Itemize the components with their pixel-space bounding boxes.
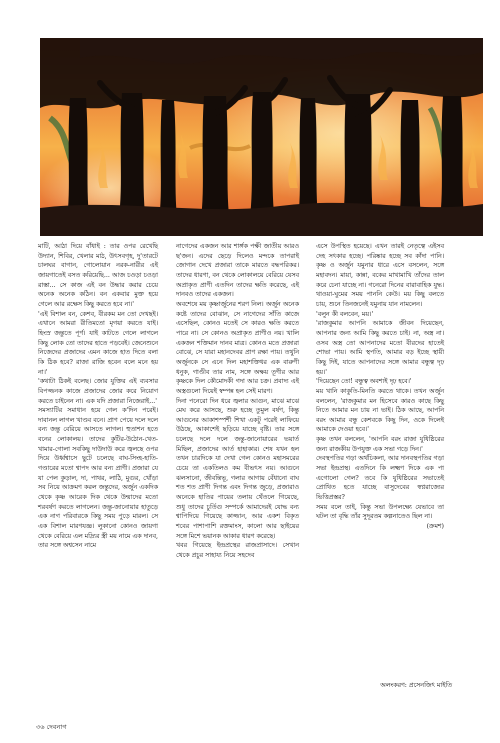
- paragraph: 'বলুন কী বলবেন, ময়।': [316, 310, 374, 318]
- paragraph: অবশেষে ময় কৃষ্ণার্জুনের শরণ নিল। অর্জুন অনেক কষ্টে তাদের বোঝান, সে নাগেদের সাঁতি কাজে এসেছিল, কোনও মতেই সে কারও ক্ষতি করতে পারে না। সে কোনও অপ্রাকৃত প্রাণীও নয়। খালি একজন শক্তিমান দানব মাত্র। কোনও মতে প্রজারা বোঝে, সে যারা মহানদেবর প্রাণ রক্ষা পায়। তথুনি অর্জুনকে সে এনে দিল মহাশক্তিধর এক বারুণী ধনুক, গাণ্ডীব তার নাম, সঙ্গে অক্ষয় তূণীর আর কৃষ্ণকে দিল কৌমোদকী গদা আর চক্র। প্রবাদ্য এই অস্ত্রগুলো দিয়েই স্বম্পন্ন হল সেই মারণ।: [176, 300, 299, 395]
- paragraph: 'দিয়েছেন তো! বন্ধুত্ব অবশ্যই দৃঢ় হবে।': [316, 378, 412, 386]
- paragraph: দেবস্থপতির গড়া অর্থচিকলা, আর দানবস্থপতির গড়া সভা ইন্দ্রপ্রস্থ। এতদিনে কি লক্ষ্মণ দিকে এক পা এগোলো গেল? তবে কি যুধিষ্ঠিরের সভাতেই প্রোথিত হতে যাচ্ছে বাসুদেবের স্বপ্নরাজ্যের ভিত্তিপ্রস্তর?: [316, 455, 444, 502]
- paragraph: নাগেদের একজন আর শার্ঙ্গক পক্ষী জাতীয় আরও ছ'জন। এদের ছেড়ে দিলেও মন্দকে তাপরাই জোগান দেখে প্রজারা তাকে মারতে বদ্ধপরিকর। তাদের ধারণা, বন থেকে লোকালয়ে বেরিয়ে যেসব অপ্রাকৃত প্রাণী এতদিন তাদের ক্ষতি করেছে, এই দানবও তাদের একজন।: [176, 243, 299, 299]
- paragraph: দিনা পনেরো দিন ধরে জ্বলার আগুন, মাঝে মাঝে মেঘ করে আসছে, শুরু হচ্ছে তুমুল বর্ষণ, কিন্তু আগুনের আকাশস্পর্শী শিখা একটু পরেই লাফিয়ে উঠছে, আকাশেই ছড়িয়ে যাচ্ছে বৃষ্টি। তার সঙ্গে চলেছে দলে দলে জন্তু-জানোয়ারের ভয়ার্ত মিছিল, প্রজাদের আর্ত হাহাকার। শেষ যখন হল তখন চারদিকে যা দেখা গেল কোনও মহাসমরের চেয়ে তা একতিলও কম বীভৎস নয়। আগুনে ঝলসানো, জীবন্তিভূ, গলার আগায় বেঁধানো বাঘ শত শত প্রাণী দিগন্ত এবং দিগন্ত জুড়ে, প্রজারাও অনেকে হাতির পায়ের তলায় থেঁতলে গিয়েছে, শুধু তাদের চুর্তিগু সম্পর্কে আমাদেরই যোদ্ধ বন্য শ্বাপিদিয়ে গিয়েছে কাজ্জান, আর একশ বিকৃত শবের পাশাপাশি রক্তমাংস, কালো আর ছাইয়ের সঙ্গে মিশে ভয়ানক আকার ধারণ করেছে।: [176, 397, 299, 540]
- paragraph: এসে উপস্থিত হয়েছে। এখন তারই নেতৃত্বে এইসব দেহ সৎকার হচ্ছে। পরিষ্কার হচ্ছে সব কাঁদা পানি। কৃষ্ণ ও অর্জুন যমুনার ধারে এসে বসলেন, সঙ্গে মহাবদন। মায়া, কান্না, বকের মাখামাখি তাঁদের তাল করে চেনা যাচ্ছে না। গনেরো দিনের বারাবাহিক যুদ্ধ। থাওয়া-ঘুমের সময় পাননি কেউ। ময় কিছু বলতে চায়, শুনে তিনজনেই যমুনায় যান নামলেন।: [316, 243, 444, 308]
- page-footer: ৩৬ দেবনাগ: [36, 723, 67, 731]
- paragraph: খবর গিয়েছে ইন্দ্রপ্রস্থের রাজপ্রাসাদে। সেখান থেকে প্রচুর সাহায্য নিয়ে সহদেব: [176, 542, 299, 559]
- story-illustration: [40, 38, 483, 236]
- illustrator-credit: অলংকরণ: প্রসেনজিৎ মাইতি: [380, 682, 452, 689]
- paragraph: ময় খানি কাকুতি-মিনতি করতে থাকে। তখন অর্জুন বললেন, 'রাজকুমার মন হিসেবে কারও কাছে কিছু নিতে আমার মন চায় না ভাই। ঠিক আছে, আপনি বরং আমার বন্ধু কেশবকে কিছু দিন, ওকে দিলেই আমাকে দেওয়া হবে।': [316, 387, 444, 434]
- paragraph: 'রাজকুমার আপনি আমাকে জীবন দিয়েছেন, আপনার জন্য আমি কিছু করতে চাই। না, অস্ত্র না। ওসব অস্ত্র তো আপনাদের মতো বীরদের হাতেই শোভা পায়। আমি স্থপতি, আমার বড় ইচ্ছে স্থায়ী কিছু দিই, যাতে আপনাদের সঙ্গে আমার বন্ধুত্ব দৃঢ় হয়।': [316, 320, 444, 376]
- paragraph: 'কথাটা ঠিকই বলেছ। জোর যুক্তির এই ব্যবসার বিপজ্জনক কাজে প্রজাদের জোর করে নিয়োগ করতে চাইনেন না। এক যদি প্রজারা নিজেরাই...': [38, 378, 158, 405]
- to-be-continued-mark: (ক্রমশ): [426, 523, 444, 531]
- paragraph: 'এই বিশাল বন, কেশব, বীরকম মন তো দেখছই। এখানে আমরা রীতিমতো মৃগয়া করতে যাই। হিংস্র জন্তুতে পূর্ণ। যাই কাটতে গেলে লাগলে কিছু লোক তো তাদের হাতে পড়বেই। জেনেশুনে নিজেদের প্রজাদের এমন কাজে হাত দিতে বলা কি ঠিক হবে? রাজা রাজি হবেন বলে মনে হয় না।': [38, 310, 158, 376]
- paragraph: কৃষ্ণ তখন বললেন, 'আপনি বরং রাজা যুধিষ্ঠিরের জন্য রাজকীয় উপযুক্ত এক সভা গড়ে দিন।': [316, 436, 444, 453]
- text-column-left: [38, 242, 158, 551]
- text-column-right: [316, 242, 444, 532]
- text-column-middle: [176, 242, 299, 561]
- paragraph: মাটি, আঠা দিয়ে বাঁধাই : তার ওপর রেখেছি উদ্যান, শিবির, খেলার মাঠ, উৎসবগৃহ, দু'তারটে চালঘর বাগান, গোলোয়ান নরক-নারীর এই জায়গাতেই বসত করিয়েছি... আজ চওড়া চওড়া রাস্তা... সে কাজ এই বন উদ্ধার করার চেয়ে অনেক অনেক কঠিন। বন একবার মুক্ত হয়ে গেলে আর রক্ষেস কিছু করতে হবে না।': [38, 243, 158, 308]
- forest-fire-painting: [40, 38, 483, 236]
- paragraph: সমস্যাটির সমাধান হয়ে গেল ক'দিন পরেই। দাবানল লাগল খাণ্ডব বনে। প্রাণ পেয়ে দলে দলে বন্য জন্তু বেরিয়ে আসতে লাগল। হুতাশন হতে বনের লোকালয়। তাদের কুটির-উঠোন-খেত-খামার-গোলা সবকিছু দাউদাউ করে জ্বলছে ওপর দিয়ে উর্ধ্বশ্বাসে ছুটে চলেছে বাঘ-সিংহ-হাতি-গণ্ডারের মতো শ্বাপদ আর বন্য প্রাণী। প্রজারা যে যা পেল কুড়াল, দা, পাথর, লাঠি, মুগুর, খোঁড়া সব নিয়ে আক্রমণ করল জন্তুদের, অর্জুন একদিক থেকে কৃষ্ণ আরেক দিক থেকে উন্মাদের মতো শরবর্ষণ করতে লাগলেন। জন্তু-জানোয়ার হাতুড়ে এক নাগ পরিবারকে কিছু সময় পুড়ে মারল। সে এক বিশাল মারণযজ্ঞ। লুকানো কোনও জায়গা থেকে বেরিয়ে এল মদ্র্যির স্ত্রী ময় নামে এক দানব, তার সঙ্গে অশ্বসেন নামে: [38, 407, 158, 550]
- paragraph: সময় বলে তাই, কিন্তু সভা উপলক্ষ্যে যেভাবে তা ঘটল তা বৃদ্ধি তাঁর সুদূরতম কল্পনাতেও ছিল না।: [316, 503, 444, 521]
